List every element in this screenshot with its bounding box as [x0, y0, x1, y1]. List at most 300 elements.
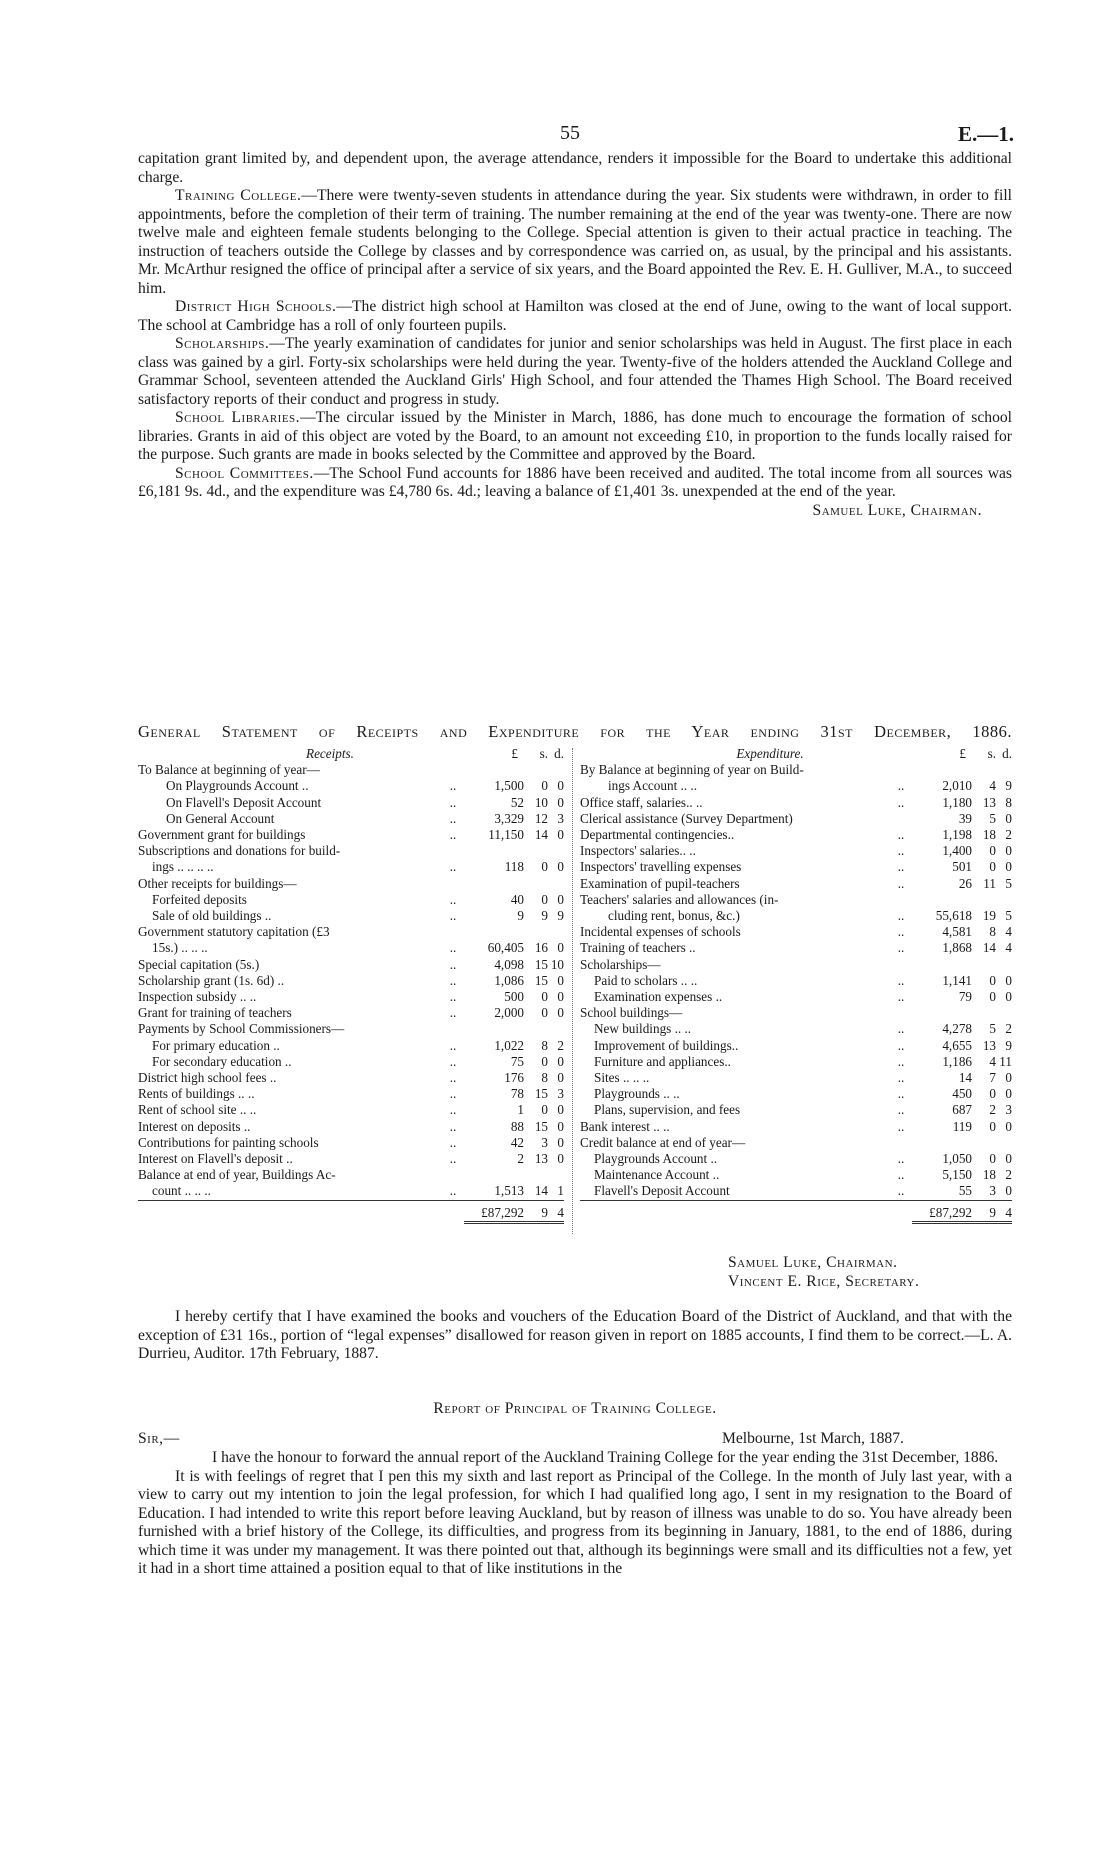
paragraph-district-high-schools [138, 298, 1012, 335]
receipt-pence: 3 [557, 810, 564, 826]
receipt-pence: 9 [557, 908, 564, 924]
expenditure-row [580, 1102, 1012, 1118]
expenditure-pence: 11 [999, 1053, 1012, 1069]
expenditure-leader: .. [897, 1118, 905, 1134]
expenditure-leader: .. [897, 989, 905, 1005]
receipt-label: count .. .. .. [152, 1183, 211, 1199]
expenditure-leader [890, 1005, 912, 1021]
expenditure-pounds: 4,655 [942, 1037, 972, 1053]
receipt-pounds [464, 924, 524, 940]
expenditure-leader: .. [897, 1021, 905, 1037]
receipt-leader: .. [449, 1070, 457, 1086]
statement-title: General Statement of Receipts and Expenditure for the Year ending 31st December, 1886. [138, 722, 1012, 741]
receipt-shillings [524, 843, 548, 859]
receipt-leader: .. [449, 989, 457, 1005]
expenditure-pounds: 501 [952, 859, 972, 875]
expenditure-pence: 0 [1005, 843, 1012, 859]
expenditure-pounds [912, 762, 972, 778]
receipt-label: Scholarship grant (1s. 6d) .. [138, 972, 285, 988]
receipts-total-pounds: £87,292 [464, 1200, 524, 1222]
expenditure-label: Incidental expenses of schools [580, 924, 741, 940]
receipt-pence: 0 [557, 794, 564, 810]
receipt-row [138, 1054, 564, 1070]
receipt-label: Interest on deposits .. [138, 1118, 251, 1134]
expenditure-leader: .. [897, 1086, 905, 1102]
expenditure-pounds [912, 1135, 972, 1151]
expenditure-row [580, 1135, 1012, 1151]
expenditure-pounds: 1,186 [942, 1053, 972, 1069]
expenditure-shillings: 0 [989, 1086, 996, 1102]
expenditure-label: Maintenance Account .. [594, 1167, 720, 1183]
expenditure-pence: 3 [1005, 1102, 1012, 1118]
receipt-label: Interest on Flavell's deposit .. [138, 1151, 293, 1167]
receipt-pounds: 88 [510, 1118, 524, 1134]
receipt-label: To Balance at beginning of year— [138, 762, 320, 778]
expenditure-pence [996, 957, 1012, 973]
receipt-pounds: 3,329 [494, 810, 524, 826]
receipt-shillings [524, 1021, 548, 1037]
expenditure-pounds: 55,618 [935, 908, 972, 924]
receipt-row [138, 843, 564, 859]
column-divider [572, 748, 573, 1234]
expenditure-label: Inspectors' travelling expenses [580, 859, 742, 875]
receipt-row [138, 1038, 564, 1054]
receipt-label: Contributions for painting schools [138, 1134, 319, 1150]
expenditure-shillings: 0 [989, 843, 996, 859]
expenditure-row [580, 924, 1012, 940]
paragraph-capitation: capitation grant limited by, and dependent upon, the average attendance, renders it impossible for the Board to undertake this additional charge. [138, 150, 1012, 186]
expenditure-pence: 0 [1005, 810, 1012, 826]
shilling-unit: s. [987, 746, 996, 761]
expenditure-pounds: 1,180 [942, 794, 972, 810]
expenditure-pounds: 14 [958, 1070, 972, 1086]
receipt-label: On General Account [166, 810, 275, 826]
shilling-unit: s. [539, 746, 548, 761]
chairman-signature: Samuel Luke, Chairman. [812, 501, 982, 519]
receipt-leader: .. [449, 891, 457, 907]
receipt-leader: .. [449, 827, 457, 843]
receipt-shillings: 0 [541, 778, 548, 794]
expenditure-row [580, 1021, 1012, 1037]
salutation: Sir,— [138, 1430, 180, 1447]
expenditure-row [580, 1119, 1012, 1135]
expenditure-leader: .. [897, 940, 905, 956]
receipt-row [138, 989, 564, 1005]
expenditure-leader: .. [897, 778, 905, 794]
receipt-pence: 0 [557, 1005, 564, 1021]
receipt-shillings: 0 [541, 1102, 548, 1118]
expenditure-pence: 0 [1005, 859, 1012, 875]
receipt-shillings: 3 [541, 1134, 548, 1150]
receipts-heading: Receipts. [306, 746, 354, 761]
text-district-high-schools: —The district high school at Hamilton was closed at the end of June, owing to the want of local support. The school at Cambridge has a roll of only fourteen pupils. [138, 298, 1012, 334]
receipt-pence: 0 [557, 1118, 564, 1134]
paragraph-school-libraries [138, 409, 1012, 465]
receipt-label: Balance at end of year, Buildings Ac- [138, 1167, 336, 1183]
receipt-label: ings .. .. .. .. [152, 859, 214, 875]
expenditure-pence: 0 [1005, 1151, 1012, 1167]
expenditure-label: Flavell's Deposit Account [594, 1183, 730, 1199]
expenditure-row [580, 843, 1012, 859]
receipt-leader: .. [449, 1053, 457, 1069]
receipt-leader: .. [449, 1037, 457, 1053]
document-reference: E.—1. [957, 122, 1014, 146]
expenditure-pounds: 4,581 [942, 924, 972, 940]
receipt-pounds: 40 [510, 891, 524, 907]
receipt-pounds: 1,513 [494, 1183, 524, 1199]
receipt-pence: 10 [550, 956, 564, 972]
pound-unit: £ [959, 746, 966, 761]
receipt-shillings: 0 [541, 891, 548, 907]
expenditure-row [580, 1054, 1012, 1070]
receipt-leader [442, 924, 464, 940]
receipt-leader: .. [449, 956, 457, 972]
expenditure-leader: .. [897, 1102, 905, 1118]
receipt-shillings [524, 1167, 548, 1183]
receipt-leader: .. [449, 1134, 457, 1150]
receipt-pence [548, 924, 564, 940]
receipt-row [138, 762, 564, 778]
expenditure-total-shillings: 9 [972, 1200, 996, 1222]
expenditure-pence: 9 [1005, 778, 1012, 794]
receipt-shillings [524, 876, 548, 892]
receipt-row [138, 795, 564, 811]
paragraph-scholarships [138, 335, 1012, 409]
expenditure-label: Office staff, salaries.. .. [580, 794, 703, 810]
receipt-shillings: 15 [534, 956, 548, 972]
receipt-pounds: 4,098 [494, 956, 524, 972]
expenditure-label: New buildings .. .. [594, 1021, 692, 1037]
expenditure-row [580, 811, 1012, 827]
receipt-shillings: 9 [541, 908, 548, 924]
receipt-shillings: 13 [534, 1151, 548, 1167]
receipt-label: Rent of school site .. .. [138, 1102, 257, 1118]
receipt-leader: .. [449, 1183, 457, 1199]
receipt-pounds: 9 [517, 908, 524, 924]
receipt-row [138, 940, 564, 956]
expenditure-shillings: 8 [989, 924, 996, 940]
receipts-header-row [138, 746, 564, 762]
expenditure-label: Departmental contingencies.. [580, 827, 735, 843]
receipt-shillings [524, 924, 548, 940]
audit-text: I hereby certify that I have examined the books and vouchers of the Education Board of the District of Auckland, and that with the exception of £31 16s., portion of “legal expenses” disallowed for reason given in report on 1885 accounts, I find them to be correct.—L. A. Durrieu, Auditor. 17th February, 1887. [138, 1308, 1012, 1362]
expenditure-shillings [972, 892, 996, 908]
expenditure-row [580, 1038, 1012, 1054]
receipt-leader: .. [449, 1086, 457, 1102]
receipt-pounds [464, 876, 524, 892]
expenditure-shillings [972, 1135, 996, 1151]
expenditure-pence: 4 [1005, 924, 1012, 940]
expenditure-pence: 0 [1005, 1070, 1012, 1086]
expenditure-row [580, 1151, 1012, 1167]
receipt-shillings: 0 [541, 1005, 548, 1021]
expenditure-shillings: 7 [989, 1070, 996, 1086]
receipt-label: Payments by School Commissioners— [138, 1021, 345, 1037]
receipt-shillings: 8 [541, 1037, 548, 1053]
expenditure-shillings: 14 [982, 940, 996, 956]
receipt-pounds: 52 [510, 794, 524, 810]
receipt-pounds: 1 [517, 1102, 524, 1118]
receipt-row [138, 859, 564, 875]
expenditure-label: Inspectors' salaries.. .. [580, 843, 696, 859]
text-scholarships: —The yearly examination of candidates for junior and senior scholarships was held in August. The first place in each class was gained by a girl. Forty-six scholarships were held during the year. Twenty-five of the holders attended the Auckland College and Grammar School, seventeen attended the Auckland Girls' High School, and four attended the Thames High School. The Board received satisfactory reports of their conduct and progress in study. [138, 335, 1012, 408]
expenditure-label: Examination of pupil-teachers [580, 875, 740, 891]
receipt-leader: .. [449, 859, 457, 875]
receipt-shillings: 12 [534, 810, 548, 826]
receipt-pence: 0 [557, 778, 564, 794]
principal-report [138, 1430, 1012, 1579]
expenditure-shillings: 0 [989, 859, 996, 875]
expenditure-pounds: 55 [958, 1183, 972, 1199]
receipt-pounds: 60,405 [487, 940, 524, 956]
expenditure-pounds [912, 892, 972, 908]
expenditure-pence: 5 [1005, 908, 1012, 924]
receipt-leader: .. [449, 908, 457, 924]
chairman-signature-2: Samuel Luke, Chairman. [728, 1254, 898, 1271]
expenditure-pounds: 1,050 [942, 1151, 972, 1167]
expenditure-leader [890, 762, 912, 778]
expenditure-leader [890, 957, 912, 973]
expenditure-row [580, 908, 1012, 924]
expenditure-pence [996, 1135, 1012, 1151]
expenditure-pounds: 2,010 [942, 778, 972, 794]
expenditure-shillings [972, 1005, 996, 1021]
expenditure-shillings: 11 [983, 875, 996, 891]
expenditure-label: Scholarships— [580, 956, 661, 972]
receipt-shillings: 10 [534, 794, 548, 810]
expenditure-leader: .. [897, 843, 905, 859]
receipt-label: Special capitation (5s.) [138, 956, 260, 972]
paragraph-training-college [138, 187, 1012, 298]
secretary-signature: Vincent E. Rice, Secretary. [728, 1272, 920, 1290]
expenditure-row [580, 876, 1012, 892]
expenditure-shillings: 4 [989, 1053, 996, 1069]
expenditure-pounds: 79 [958, 989, 972, 1005]
expenditure-shillings: 18 [982, 827, 996, 843]
receipt-row [138, 892, 564, 908]
heading-scholarships: Scholarships. [175, 335, 270, 352]
expenditure-row [580, 1005, 1012, 1021]
receipt-leader: .. [449, 778, 457, 794]
expenditure-leader: .. [897, 794, 905, 810]
expenditure-pence [996, 762, 1012, 778]
expenditure-shillings: 0 [989, 989, 996, 1005]
receipt-pence [548, 1167, 564, 1183]
expenditure-label: ings Account .. .. [608, 778, 698, 794]
receipt-shillings [524, 762, 548, 778]
expenditure-shillings: 0 [989, 972, 996, 988]
expenditure-shillings: 18 [982, 1167, 996, 1183]
receipt-label: Government grant for buildings [138, 827, 306, 843]
receipt-pounds [464, 762, 524, 778]
expenditure-shillings: 13 [982, 794, 996, 810]
receipt-shillings: 0 [541, 859, 548, 875]
page-number: 55 [560, 122, 580, 144]
expenditure-row [580, 892, 1012, 908]
receipts-column [138, 746, 564, 1224]
expenditure-leader: .. [897, 1053, 905, 1069]
expenditure-pounds [912, 957, 972, 973]
expenditure-pounds: 450 [952, 1086, 972, 1102]
receipt-leader: .. [449, 794, 457, 810]
receipt-label: Government statutory capitation (£3 [138, 924, 330, 940]
expenditure-pounds: 26 [958, 875, 972, 891]
receipt-leader [442, 1021, 464, 1037]
receipt-pence: 0 [557, 1070, 564, 1086]
receipt-row [138, 778, 564, 794]
expenditure-shillings: 5 [989, 810, 996, 826]
expenditure-pence: 2 [1005, 827, 1012, 843]
receipt-pence: 0 [557, 989, 564, 1005]
receipt-label: Inspection subsidy .. .. [138, 989, 257, 1005]
receipt-leader [442, 1167, 464, 1183]
expenditure-label: Bank interest .. .. [580, 1118, 670, 1134]
expenditure-pence [996, 1005, 1012, 1021]
expenditure-pounds: 1,868 [942, 940, 972, 956]
receipt-pounds: 11,150 [488, 827, 524, 843]
receipt-pence: 0 [557, 1053, 564, 1069]
board-report [138, 150, 1012, 520]
expenditure-label: By Balance at beginning of year on Build- [580, 762, 804, 778]
heading-school-libraries: School Libraries. [175, 409, 301, 426]
expenditure-row [580, 1183, 1012, 1200]
expenditure-leader: .. [897, 1070, 905, 1086]
expenditure-pence: 8 [1005, 794, 1012, 810]
receipts-total-shillings: 9 [524, 1200, 548, 1222]
receipts-total-row [138, 1200, 564, 1222]
expenditure-leader: .. [897, 1151, 905, 1167]
expenditure-pence: 0 [1005, 1118, 1012, 1134]
receipt-leader: .. [449, 1118, 457, 1134]
receipt-pounds: 1,500 [494, 778, 524, 794]
receipt-row [138, 1183, 564, 1200]
receipt-label: 15s.) .. .. .. [152, 940, 208, 956]
receipt-label: On Flavell's Deposit Account [166, 794, 322, 810]
place-date: Melbourne, 1st March, 1887. [722, 1430, 904, 1447]
text-school-libraries: —The circular issued by the Minister in March, 1886, has done much to encourage the formation of school libraries. Grants in aid of this object are voted by the Board, to an amount not exceeding £10, in proportion to the funds locally raised for the purpose. Such grants are made in books selected by the Committee and approved by the Board. [138, 409, 1012, 463]
report-paragraph-1: I have the honour to forward the annual report of the Auckland Training College for the year ending the 31st December, 1886. [212, 1449, 999, 1466]
expenditure-shillings: 2 [989, 1102, 996, 1118]
receipt-pounds: 176 [504, 1070, 524, 1086]
expenditure-pounds: 5,150 [942, 1167, 972, 1183]
expenditure-shillings: 0 [989, 1151, 996, 1167]
expenditure-pence: 0 [1005, 989, 1012, 1005]
heading-school-committees: School Committees. [175, 464, 314, 482]
receipt-row [138, 811, 564, 827]
text-training-college: —There were twenty-seven students in attendance during the year. Six students were withdrawn, in order to fill appointments, before the completion of their term of training. The number remaining at the end of the year was twenty-one. There are now twelve male and eighteen female students belonging to the College. Special attention is given to their actual practice in teaching. The instruction of teachers outside the College by classes and by correspondence was carried on, as usual, by the principal and his assistants. Mr. McArthur resigned the office of principal after a service of six years, and the Board appointed the Rev. E. H. Gulliver, M.A., to succeed him. [138, 187, 1012, 297]
receipt-shillings: 14 [534, 1183, 548, 1199]
receipt-shillings: 14 [534, 827, 548, 843]
report-paragraph-2: It is with feelings of regret that I pen this my sixth and last report as Principal of the College. In the month of July last year, with a view to carry out my intention to join the legal profession, for which I had qualified long ago, I sent in my resignation to the Board of Education. I had intended to write this report before leaving Auckland, but by reason of illness was unable to do so. You have already been furnished with a brief history of the College, its difficulties, and progress from its beginning in January, 1881, to the end of 1886, during which time it was under my management. It was there pointed out that, although its beginnings were small and its difficulties not a few, yet it had in a short time attained a position equal to that of like institutions in the [138, 1467, 1012, 1577]
expenditure-pounds: 1,198 [942, 827, 972, 843]
receipt-shillings: 16 [534, 940, 548, 956]
receipt-pence: 0 [557, 1151, 564, 1167]
receipt-pence: 3 [557, 1086, 564, 1102]
receipt-pence: 0 [557, 1134, 564, 1150]
receipt-pence: 0 [557, 891, 564, 907]
auditor-certificate [138, 1308, 1012, 1364]
expenditure-pence: 2 [1005, 1167, 1012, 1183]
expenditure-leader [890, 892, 912, 908]
expenditure-shillings: 3 [989, 1183, 996, 1199]
expenditure-shillings [972, 957, 996, 973]
expenditure-row [580, 1070, 1012, 1086]
expenditure-row [580, 778, 1012, 794]
receipt-label: Sale of old buildings .. [152, 908, 272, 924]
expenditure-shillings: 13 [982, 1037, 996, 1053]
expenditure-pounds: 1,400 [942, 843, 972, 859]
receipt-pounds: 1,022 [494, 1037, 524, 1053]
receipt-pence: 0 [557, 827, 564, 843]
receipt-pence [548, 876, 564, 892]
receipt-leader: .. [449, 940, 457, 956]
receipt-pounds: 2 [517, 1151, 524, 1167]
receipt-pence: 2 [557, 1037, 564, 1053]
expenditure-pounds: 39 [958, 810, 972, 826]
expenditure-leader: .. [897, 1183, 905, 1199]
expenditure-label: Sites .. .. .. [594, 1070, 650, 1086]
expenditure-row [580, 827, 1012, 843]
receipt-row [138, 973, 564, 989]
receipt-shillings: 0 [541, 1053, 548, 1069]
receipt-pounds [464, 843, 524, 859]
expenditure-pence: 5 [1005, 875, 1012, 891]
statement-signatures [138, 1254, 1012, 1291]
receipt-row [138, 1167, 564, 1183]
expenditure-label: Examination expenses .. [594, 989, 723, 1005]
expenditure-row [580, 940, 1012, 956]
expenditure-shillings [972, 762, 996, 778]
expenditure-row [580, 957, 1012, 973]
expenditure-pence: 9 [1005, 1037, 1012, 1053]
expenditure-column [580, 746, 1012, 1224]
receipt-label: Rents of buildings .. .. [138, 1086, 255, 1102]
receipt-pounds [464, 1021, 524, 1037]
expenditure-pence: 2 [1005, 1021, 1012, 1037]
receipt-label: Grant for training of teachers [138, 1005, 292, 1021]
expenditure-leader: .. [897, 972, 905, 988]
receipt-pence [548, 762, 564, 778]
expenditure-leader: .. [897, 1167, 905, 1183]
expenditure-leader: .. [897, 859, 905, 875]
expenditure-pounds [912, 1005, 972, 1021]
receipt-pounds [464, 1167, 524, 1183]
expenditure-label: Furniture and appliances.. [594, 1053, 731, 1069]
receipt-leader: .. [449, 972, 457, 988]
receipt-row [138, 924, 564, 940]
text-school-committees: —The School Fund accounts for 1886 have been received and audited. The total income from all sources was £6,181 9s. 4d., and the expenditure was £4,780 6s. 4d.; leaving a balance of £1,401 3s. unexpended at the end of the year. [138, 464, 1012, 500]
receipt-pence: 0 [557, 972, 564, 988]
expenditure-label: Paid to scholars .. .. [594, 972, 698, 988]
expenditure-label: Playgrounds Account .. [594, 1151, 718, 1167]
receipt-shillings: 0 [541, 989, 548, 1005]
receipt-leader [442, 876, 464, 892]
receipt-row [138, 1021, 564, 1037]
receipt-shillings: 15 [534, 972, 548, 988]
expenditure-label: Credit balance at end of year— [580, 1134, 746, 1150]
paragraph-school-committees [138, 465, 1012, 502]
receipt-shillings: 15 [534, 1118, 548, 1134]
receipt-pounds: 78 [510, 1086, 524, 1102]
expenditure-pence [996, 892, 1012, 908]
receipt-pence: 1 [557, 1183, 564, 1199]
expenditure-pence: 0 [1005, 1086, 1012, 1102]
receipt-leader: .. [449, 1005, 457, 1021]
expenditure-row [580, 989, 1012, 1005]
receipt-pounds: 2,000 [494, 1005, 524, 1021]
expenditure-leader: .. [897, 924, 905, 940]
receipt-pounds: 75 [510, 1053, 524, 1069]
